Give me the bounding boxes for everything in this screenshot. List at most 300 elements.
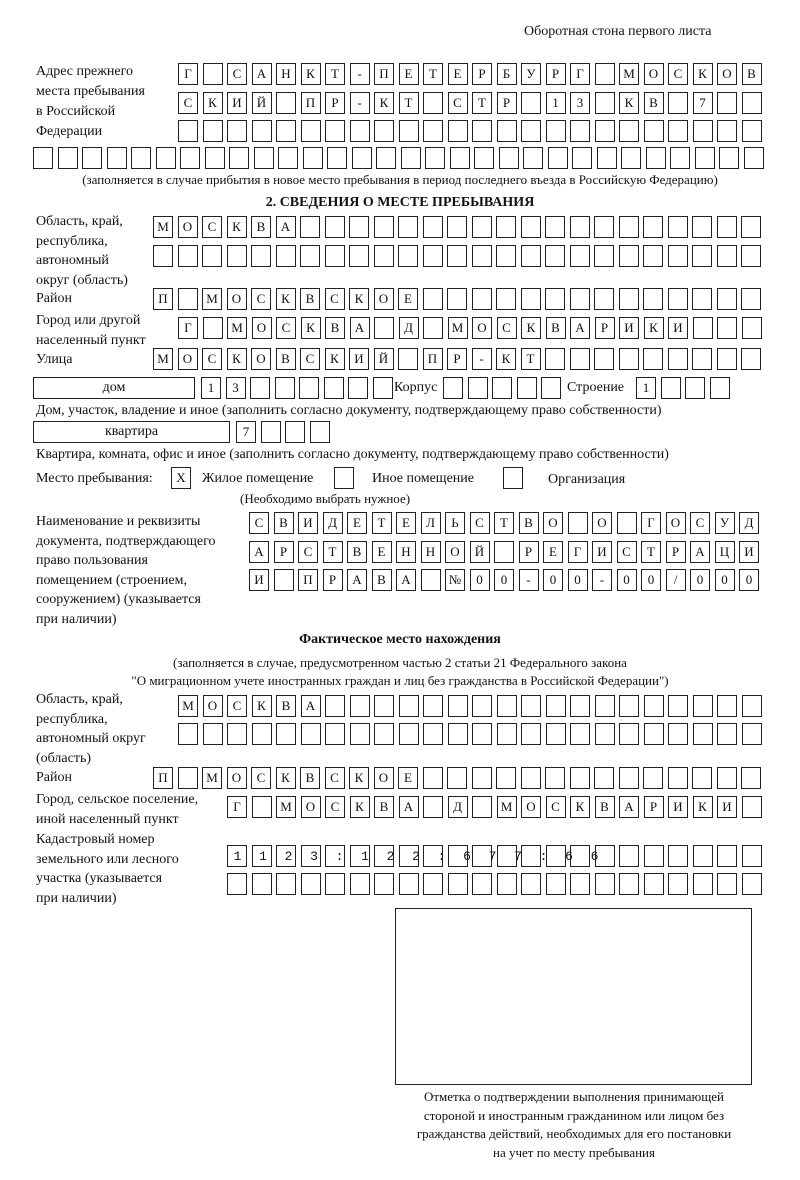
char-cell[interactable] xyxy=(646,147,666,169)
char-cell[interactable] xyxy=(448,723,468,745)
char-cell[interactable] xyxy=(545,767,565,789)
char-cell[interactable] xyxy=(570,245,590,267)
char-cell[interactable]: 3 xyxy=(570,92,590,114)
char-cell[interactable] xyxy=(668,120,688,142)
char-cell[interactable] xyxy=(668,873,688,895)
char-cell[interactable] xyxy=(423,317,443,339)
char-cell[interactable] xyxy=(619,348,639,370)
char-cell[interactable] xyxy=(350,845,370,867)
char-cell[interactable]: Р xyxy=(472,63,492,85)
char-cell[interactable] xyxy=(717,873,737,895)
char-cell[interactable]: 0 xyxy=(715,569,735,591)
char-cell[interactable] xyxy=(423,92,443,114)
char-cell[interactable]: С xyxy=(227,695,247,717)
char-cell[interactable] xyxy=(619,767,639,789)
char-cell[interactable] xyxy=(250,377,270,399)
char-cell[interactable]: К xyxy=(276,767,296,789)
char-cell[interactable]: Р xyxy=(323,569,343,591)
char-cell[interactable] xyxy=(496,767,516,789)
char-cell[interactable] xyxy=(58,147,78,169)
char-cell[interactable] xyxy=(692,245,712,267)
char-cell[interactable] xyxy=(448,695,468,717)
char-cell[interactable] xyxy=(178,245,198,267)
char-cell[interactable]: О xyxy=(592,512,612,534)
char-cell[interactable]: Т xyxy=(325,63,345,85)
char-cell[interactable] xyxy=(710,377,730,399)
char-cell[interactable]: С xyxy=(249,512,269,534)
char-cell[interactable] xyxy=(423,767,443,789)
char-cell[interactable] xyxy=(472,120,492,142)
char-cell[interactable] xyxy=(352,147,372,169)
char-cell[interactable] xyxy=(399,120,419,142)
char-cell[interactable] xyxy=(374,245,394,267)
char-cell[interactable] xyxy=(252,723,272,745)
char-cell[interactable] xyxy=(301,845,321,867)
char-cell[interactable] xyxy=(693,695,713,717)
char-cell[interactable]: С xyxy=(178,92,198,114)
char-cell[interactable]: 7 xyxy=(236,421,256,443)
char-cell[interactable] xyxy=(546,845,566,867)
char-cell[interactable] xyxy=(252,120,272,142)
char-cell[interactable] xyxy=(227,845,247,867)
char-cell[interactable]: В xyxy=(276,695,296,717)
char-cell[interactable] xyxy=(227,873,247,895)
char-cell[interactable] xyxy=(670,147,690,169)
char-cell[interactable] xyxy=(521,873,541,895)
char-cell[interactable] xyxy=(570,873,590,895)
char-cell[interactable] xyxy=(178,120,198,142)
char-cell[interactable] xyxy=(468,377,488,399)
char-cell[interactable]: А xyxy=(570,317,590,339)
char-cell[interactable] xyxy=(594,216,614,238)
char-cell[interactable] xyxy=(299,377,319,399)
char-cell[interactable] xyxy=(276,873,296,895)
char-cell[interactable]: К xyxy=(349,288,369,310)
char-cell[interactable]: А xyxy=(347,569,367,591)
char-cell[interactable]: И xyxy=(668,317,688,339)
char-cell[interactable]: В xyxy=(251,216,271,238)
char-cell[interactable] xyxy=(741,348,761,370)
char-cell[interactable]: Р xyxy=(497,92,517,114)
char-cell[interactable] xyxy=(644,695,664,717)
char-cell[interactable]: К xyxy=(570,796,590,818)
char-cell[interactable]: 0 xyxy=(568,569,588,591)
char-cell[interactable] xyxy=(180,147,200,169)
char-cell[interactable] xyxy=(692,216,712,238)
char-cell[interactable]: А xyxy=(399,796,419,818)
char-cell[interactable]: М xyxy=(202,767,222,789)
char-cell[interactable] xyxy=(619,120,639,142)
char-cell[interactable]: Р xyxy=(325,92,345,114)
char-cell[interactable]: И xyxy=(592,541,612,563)
char-cell[interactable] xyxy=(595,92,615,114)
char-cell[interactable]: № xyxy=(445,569,465,591)
char-cell[interactable] xyxy=(303,147,323,169)
char-cell[interactable]: А xyxy=(690,541,710,563)
char-cell[interactable] xyxy=(423,873,443,895)
char-cell[interactable]: Й xyxy=(374,348,394,370)
char-cell[interactable]: М xyxy=(202,288,222,310)
char-cell[interactable]: В xyxy=(276,348,296,370)
char-cell[interactable] xyxy=(374,873,394,895)
char-cell[interactable] xyxy=(661,377,681,399)
char-cell[interactable] xyxy=(327,147,347,169)
char-cell[interactable]: К xyxy=(301,317,321,339)
char-cell[interactable] xyxy=(497,120,517,142)
char-cell[interactable] xyxy=(521,767,541,789)
char-cell[interactable] xyxy=(276,120,296,142)
char-cell[interactable]: 1 xyxy=(201,377,221,399)
char-cell[interactable] xyxy=(644,873,664,895)
char-cell[interactable]: К xyxy=(693,796,713,818)
char-cell[interactable]: С xyxy=(298,541,318,563)
char-cell[interactable] xyxy=(325,216,345,238)
char-cell[interactable] xyxy=(570,288,590,310)
char-cell[interactable]: Л xyxy=(421,512,441,534)
char-cell[interactable] xyxy=(497,723,517,745)
char-cell[interactable] xyxy=(643,348,663,370)
char-cell[interactable] xyxy=(472,695,492,717)
char-cell[interactable] xyxy=(617,512,637,534)
char-cell[interactable] xyxy=(717,767,737,789)
char-cell[interactable] xyxy=(448,120,468,142)
char-cell[interactable] xyxy=(374,120,394,142)
char-cell[interactable] xyxy=(349,216,369,238)
char-cell[interactable]: В xyxy=(374,796,394,818)
char-cell[interactable] xyxy=(595,63,615,85)
char-cell[interactable] xyxy=(521,245,541,267)
char-cell[interactable] xyxy=(325,120,345,142)
char-cell[interactable]: М xyxy=(619,63,639,85)
char-cell[interactable] xyxy=(421,569,441,591)
char-cell[interactable] xyxy=(742,873,762,895)
char-cell[interactable] xyxy=(517,377,537,399)
char-cell[interactable] xyxy=(595,845,615,867)
char-cell[interactable]: И xyxy=(668,796,688,818)
char-cell[interactable] xyxy=(425,147,445,169)
char-cell[interactable]: М xyxy=(497,796,517,818)
char-cell[interactable] xyxy=(619,845,639,867)
char-cell[interactable]: Т xyxy=(323,541,343,563)
char-cell[interactable] xyxy=(324,377,344,399)
char-cell[interactable] xyxy=(374,845,394,867)
char-cell[interactable] xyxy=(261,421,281,443)
char-cell[interactable]: П xyxy=(153,767,173,789)
char-cell[interactable]: 0 xyxy=(617,569,637,591)
char-cell[interactable]: Д xyxy=(739,512,759,534)
char-cell[interactable]: - xyxy=(350,63,370,85)
char-cell[interactable]: Е xyxy=(398,767,418,789)
char-cell[interactable]: М xyxy=(276,796,296,818)
char-cell[interactable]: С xyxy=(300,348,320,370)
char-cell[interactable] xyxy=(474,147,494,169)
char-cell[interactable] xyxy=(717,92,737,114)
char-cell[interactable] xyxy=(472,216,492,238)
char-cell[interactable]: И xyxy=(349,348,369,370)
char-cell[interactable]: О xyxy=(717,63,737,85)
char-cell[interactable] xyxy=(494,541,514,563)
char-cell[interactable] xyxy=(423,796,443,818)
char-cell[interactable] xyxy=(350,723,370,745)
char-cell[interactable]: К xyxy=(227,216,247,238)
char-cell[interactable]: Е xyxy=(372,541,392,563)
char-cell[interactable]: И xyxy=(717,796,737,818)
char-cell[interactable]: М xyxy=(178,695,198,717)
char-cell[interactable]: С xyxy=(448,92,468,114)
char-cell[interactable] xyxy=(374,216,394,238)
char-cell[interactable]: М xyxy=(227,317,247,339)
char-cell[interactable]: С xyxy=(251,767,271,789)
char-cell[interactable]: Р xyxy=(546,63,566,85)
char-cell[interactable] xyxy=(568,512,588,534)
char-cell[interactable] xyxy=(668,92,688,114)
char-cell[interactable]: 0 xyxy=(739,569,759,591)
char-cell[interactable]: К xyxy=(301,63,321,85)
char-cell[interactable]: Т xyxy=(494,512,514,534)
char-cell[interactable] xyxy=(423,120,443,142)
char-cell[interactable]: - xyxy=(350,92,370,114)
char-cell[interactable] xyxy=(668,216,688,238)
char-cell[interactable] xyxy=(668,845,688,867)
char-cell[interactable] xyxy=(447,767,467,789)
char-cell[interactable]: 1 xyxy=(546,92,566,114)
char-cell[interactable] xyxy=(203,63,223,85)
char-cell[interactable] xyxy=(472,845,492,867)
char-cell[interactable] xyxy=(570,120,590,142)
char-cell[interactable] xyxy=(621,147,641,169)
char-cell[interactable]: П xyxy=(298,569,318,591)
char-cell[interactable] xyxy=(325,873,345,895)
char-cell[interactable] xyxy=(178,723,198,745)
char-cell[interactable] xyxy=(741,245,761,267)
char-cell[interactable] xyxy=(203,723,223,745)
char-cell[interactable] xyxy=(717,288,737,310)
char-cell[interactable] xyxy=(619,723,639,745)
char-cell[interactable]: В xyxy=(300,288,320,310)
char-cell[interactable]: К xyxy=(203,92,223,114)
char-cell[interactable] xyxy=(399,845,419,867)
char-cell[interactable] xyxy=(692,767,712,789)
char-cell[interactable]: А xyxy=(396,569,416,591)
char-cell[interactable]: К xyxy=(350,796,370,818)
char-cell[interactable] xyxy=(156,147,176,169)
char-cell[interactable] xyxy=(595,120,615,142)
char-cell[interactable] xyxy=(373,377,393,399)
char-cell[interactable] xyxy=(350,120,370,142)
char-cell[interactable] xyxy=(521,845,541,867)
char-cell[interactable]: С xyxy=(325,796,345,818)
char-cell[interactable] xyxy=(229,147,249,169)
char-cell[interactable]: В xyxy=(347,541,367,563)
char-cell[interactable]: 1 xyxy=(636,377,656,399)
char-cell[interactable] xyxy=(301,723,321,745)
char-cell[interactable] xyxy=(719,147,739,169)
char-cell[interactable] xyxy=(499,147,519,169)
char-cell[interactable] xyxy=(693,317,713,339)
char-cell[interactable] xyxy=(178,288,198,310)
char-cell[interactable] xyxy=(546,120,566,142)
char-cell[interactable]: Ь xyxy=(445,512,465,534)
char-cell[interactable] xyxy=(594,348,614,370)
char-cell[interactable]: К xyxy=(644,317,664,339)
char-cell[interactable]: 0 xyxy=(470,569,490,591)
char-cell[interactable] xyxy=(472,723,492,745)
char-cell[interactable]: И xyxy=(619,317,639,339)
char-cell[interactable] xyxy=(107,147,127,169)
char-cell[interactable] xyxy=(693,120,713,142)
char-cell[interactable]: О xyxy=(543,512,563,534)
char-cell[interactable] xyxy=(497,845,517,867)
char-cell[interactable]: К xyxy=(276,288,296,310)
char-cell[interactable] xyxy=(545,216,565,238)
char-cell[interactable]: 0 xyxy=(641,569,661,591)
char-cell[interactable]: Г xyxy=(178,63,198,85)
char-cell[interactable] xyxy=(668,723,688,745)
char-cell[interactable]: Р xyxy=(595,317,615,339)
char-cell[interactable]: С xyxy=(470,512,490,534)
char-cell[interactable] xyxy=(252,796,272,818)
char-cell[interactable] xyxy=(717,695,737,717)
char-cell[interactable] xyxy=(742,845,762,867)
char-cell[interactable] xyxy=(546,723,566,745)
char-cell[interactable] xyxy=(349,245,369,267)
char-cell[interactable]: А xyxy=(252,63,272,85)
char-cell[interactable] xyxy=(717,245,737,267)
char-cell[interactable] xyxy=(448,873,468,895)
char-cell[interactable]: О xyxy=(251,348,271,370)
char-cell[interactable] xyxy=(472,245,492,267)
char-cell[interactable]: Е xyxy=(448,63,468,85)
char-cell[interactable] xyxy=(350,695,370,717)
char-cell[interactable] xyxy=(741,216,761,238)
char-cell[interactable] xyxy=(521,92,541,114)
char-cell[interactable]: Е xyxy=(396,512,416,534)
char-cell[interactable]: О xyxy=(203,695,223,717)
char-cell[interactable] xyxy=(300,216,320,238)
char-cell[interactable] xyxy=(619,245,639,267)
char-cell[interactable] xyxy=(227,120,247,142)
char-cell[interactable] xyxy=(570,216,590,238)
char-cell[interactable] xyxy=(742,723,762,745)
char-cell[interactable] xyxy=(741,288,761,310)
char-cell[interactable] xyxy=(450,147,470,169)
char-cell[interactable] xyxy=(300,245,320,267)
stay-option-residential-checkbox[interactable]: X xyxy=(171,467,191,489)
char-cell[interactable] xyxy=(570,348,590,370)
char-cell[interactable]: Н xyxy=(276,63,296,85)
char-cell[interactable] xyxy=(594,288,614,310)
char-cell[interactable] xyxy=(276,92,296,114)
char-cell[interactable] xyxy=(398,245,418,267)
char-cell[interactable]: 0 xyxy=(494,569,514,591)
char-cell[interactable]: С xyxy=(325,767,345,789)
char-cell[interactable]: У xyxy=(521,63,541,85)
char-cell[interactable] xyxy=(325,695,345,717)
char-cell[interactable] xyxy=(153,245,173,267)
char-cell[interactable] xyxy=(619,288,639,310)
char-cell[interactable]: Г xyxy=(178,317,198,339)
char-cell[interactable]: И xyxy=(739,541,759,563)
char-cell[interactable] xyxy=(131,147,151,169)
char-cell[interactable] xyxy=(643,216,663,238)
char-cell[interactable]: И xyxy=(298,512,318,534)
char-cell[interactable] xyxy=(742,120,762,142)
char-cell[interactable] xyxy=(398,216,418,238)
char-cell[interactable]: Р xyxy=(274,541,294,563)
char-cell[interactable]: С xyxy=(202,348,222,370)
char-cell[interactable] xyxy=(692,348,712,370)
char-cell[interactable]: Р xyxy=(644,796,664,818)
char-cell[interactable] xyxy=(619,695,639,717)
char-cell[interactable]: Т xyxy=(641,541,661,563)
char-cell[interactable] xyxy=(423,695,443,717)
char-cell[interactable] xyxy=(203,120,223,142)
char-cell[interactable]: С xyxy=(227,63,247,85)
char-cell[interactable]: Д xyxy=(399,317,419,339)
char-cell[interactable]: А xyxy=(276,216,296,238)
char-cell[interactable]: Е xyxy=(399,63,419,85)
char-cell[interactable] xyxy=(374,723,394,745)
char-cell[interactable] xyxy=(497,873,517,895)
char-cell[interactable] xyxy=(448,845,468,867)
char-cell[interactable] xyxy=(376,147,396,169)
char-cell[interactable]: С xyxy=(690,512,710,534)
char-cell[interactable] xyxy=(254,147,274,169)
char-cell[interactable]: Н xyxy=(396,541,416,563)
char-cell[interactable]: К xyxy=(619,92,639,114)
char-cell[interactable]: О xyxy=(178,348,198,370)
char-cell[interactable] xyxy=(695,147,715,169)
char-cell[interactable] xyxy=(594,245,614,267)
char-cell[interactable]: О xyxy=(445,541,465,563)
char-cell[interactable] xyxy=(741,767,761,789)
char-cell[interactable] xyxy=(423,723,443,745)
char-cell[interactable] xyxy=(668,348,688,370)
char-cell[interactable] xyxy=(178,767,198,789)
char-cell[interactable] xyxy=(82,147,102,169)
char-cell[interactable]: С xyxy=(617,541,637,563)
char-cell[interactable]: Г xyxy=(570,63,590,85)
char-cell[interactable] xyxy=(594,767,614,789)
char-cell[interactable] xyxy=(595,723,615,745)
char-cell[interactable] xyxy=(497,695,517,717)
char-cell[interactable] xyxy=(496,288,516,310)
char-cell[interactable]: К xyxy=(496,348,516,370)
char-cell[interactable] xyxy=(325,845,345,867)
char-cell[interactable] xyxy=(325,723,345,745)
char-cell[interactable]: Т xyxy=(372,512,392,534)
char-cell[interactable]: К xyxy=(521,317,541,339)
char-cell[interactable] xyxy=(276,723,296,745)
char-cell[interactable] xyxy=(492,377,512,399)
char-cell[interactable] xyxy=(619,873,639,895)
char-cell[interactable]: П xyxy=(423,348,443,370)
char-cell[interactable] xyxy=(252,845,272,867)
char-cell[interactable] xyxy=(278,147,298,169)
char-cell[interactable] xyxy=(496,245,516,267)
char-cell[interactable] xyxy=(251,245,271,267)
char-cell[interactable]: 3 xyxy=(226,377,246,399)
char-cell[interactable] xyxy=(276,245,296,267)
char-cell[interactable] xyxy=(717,317,737,339)
char-cell[interactable]: С xyxy=(251,288,271,310)
char-cell[interactable] xyxy=(742,796,762,818)
char-cell[interactable] xyxy=(423,245,443,267)
char-cell[interactable] xyxy=(570,767,590,789)
char-cell[interactable] xyxy=(285,421,305,443)
char-cell[interactable] xyxy=(401,147,421,169)
char-cell[interactable]: Д xyxy=(323,512,343,534)
